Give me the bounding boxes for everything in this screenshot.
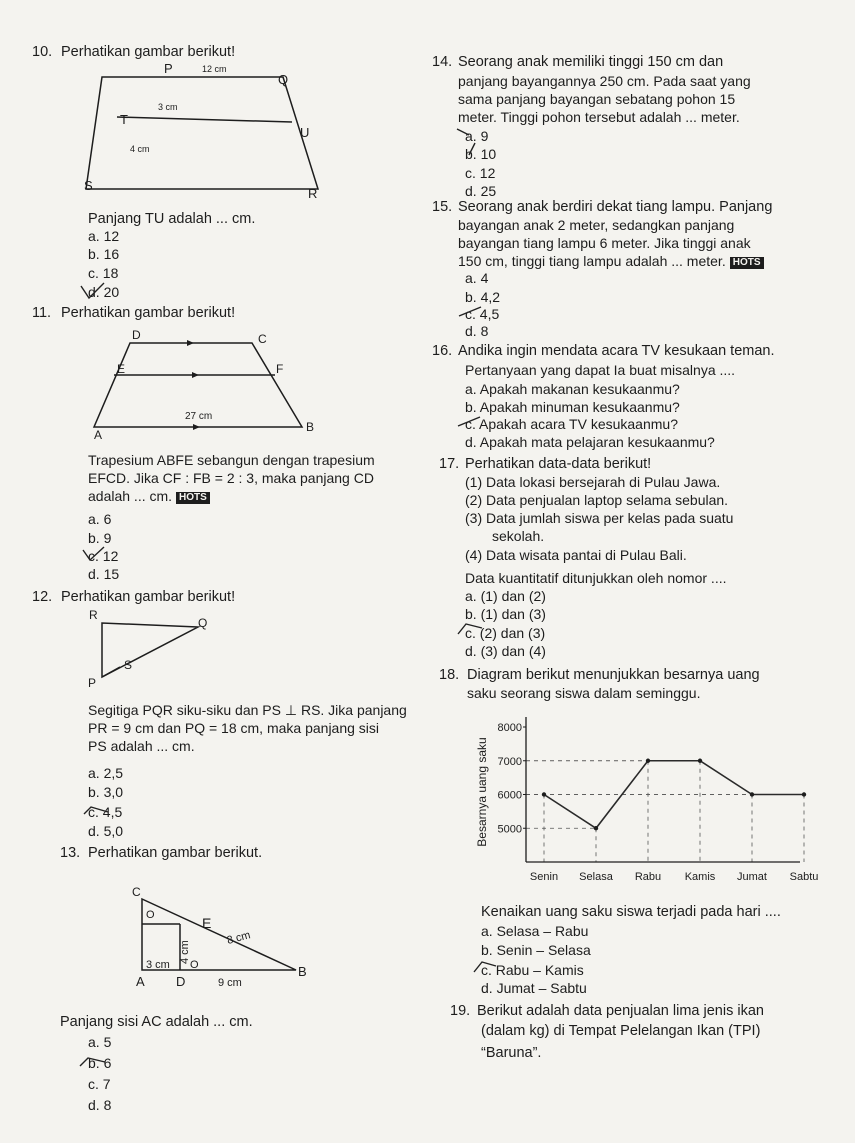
q13-label-A: A	[136, 974, 145, 989]
q17-option-d[interactable]: d. (3) dan (4)	[465, 643, 546, 659]
q14-option-d[interactable]: d. 25	[465, 183, 497, 199]
q11-label-A: A	[94, 428, 103, 442]
q11-label-E: E	[117, 362, 126, 376]
q14-line4: meter. Tinggi pohon tersebut adalah ... meter.	[458, 109, 740, 125]
q13-label-O2: O	[190, 959, 199, 971]
q11-text: Perhatikan gambar berikut!	[61, 305, 236, 321]
q10-option-b[interactable]: b. 16	[88, 246, 120, 262]
q19-line1: Berikut adalah data penjualan lima jenis ikan	[477, 1003, 764, 1019]
q12-option-a[interactable]: a. 2,5	[88, 765, 124, 781]
chart-ytick-label: 8000	[497, 722, 522, 734]
q10-label-P: P	[164, 61, 173, 76]
q13-triangle-figure	[128, 880, 318, 990]
q18-option-c[interactable]: c. Rabu – Kamis	[481, 962, 584, 978]
chart-xtick-label: Selasa	[579, 871, 613, 883]
q16-answer-mark	[455, 414, 485, 432]
q12-option-d[interactable]: d. 5,0	[88, 823, 124, 839]
q15-line1: Seorang anak berdiri dekat tiang lampu. Panjang	[458, 199, 773, 215]
q19-line3: “Baruna”.	[481, 1045, 542, 1061]
q13-label-O1: O	[146, 909, 155, 921]
q15-line2: bayangan anak 2 meter, sedangkan panjang	[458, 217, 735, 233]
q18-number: 18.	[439, 667, 460, 683]
chart-point	[594, 826, 598, 830]
q12-text: Perhatikan gambar berikut!	[61, 589, 236, 605]
q13-option-d[interactable]: d. 8	[88, 1097, 112, 1113]
q18-question: Kenaikan uang saku siswa terjadi pada hari ....	[481, 904, 781, 920]
q13-number: 13.	[60, 845, 81, 861]
q12-question-line1: Segitiga PQR siku-siku dan PS ⊥ RS. Jika panjang	[88, 702, 407, 718]
q11-label-ab: 27 cm	[185, 411, 213, 422]
q17-item-2: (2) Data penjualan laptop selama sebulan.	[465, 492, 729, 508]
q16-option-a[interactable]: a. Apakah makanan kesukaanmu?	[465, 381, 680, 397]
q18-answer-mark	[472, 958, 502, 978]
q11-answer-mark	[80, 544, 108, 566]
chart-ytick-label: 6000	[497, 789, 522, 802]
q10-label-R: R	[308, 186, 318, 201]
q14-line3: sama panjang bayangan sebatang pohon 15	[458, 91, 736, 107]
q16-line1: Andika ingin mendata acara TV kesukaan teman.	[458, 343, 775, 359]
q16-option-b[interactable]: b. Apakah minuman kesukaanmu?	[465, 399, 680, 415]
q12-option-b[interactable]: b. 3,0	[88, 784, 124, 800]
q11-option-b[interactable]: b. 9	[88, 530, 112, 546]
chart-point	[698, 759, 702, 763]
q13-label-B: B	[298, 964, 307, 979]
q10-label-U: U	[300, 125, 310, 140]
q11-option-a[interactable]: a. 6	[88, 511, 112, 527]
q19-line2: (dalam kg) di Tempat Pelelangan Ikan (TPI)	[481, 1023, 761, 1039]
q13-text: Perhatikan gambar berikut.	[88, 845, 263, 861]
q17-item-3: (3) Data jumlah siswa per kelas pada suatu	[465, 510, 734, 526]
q19-number: 19.	[450, 1003, 471, 1019]
q14-option-a[interactable]: a. 9	[465, 128, 489, 144]
q10-label-ts: 4 cm	[130, 144, 150, 154]
q17-answer-mark	[456, 620, 486, 638]
q10-label-Q: Q	[278, 72, 289, 87]
q14-line1: Seorang anak memiliki tinggi 150 cm dan	[458, 54, 724, 70]
q16-number: 16.	[432, 343, 453, 359]
q10-option-d[interactable]: d. 20	[88, 284, 120, 300]
q10-option-a[interactable]: a. 12	[88, 228, 120, 244]
chart-point	[646, 759, 650, 763]
q14-line2: panjang bayangannya 250 cm. Pada saat yang	[458, 73, 751, 89]
q18-line2: saku seorang siswa dalam seminggu.	[467, 685, 701, 701]
q10-trapezoid-figure	[80, 62, 340, 202]
q13-label-D: D	[176, 974, 186, 989]
q10-label-S: S	[84, 178, 93, 193]
q17-question: Data kuantitatif ditunjukkan oleh nomor ....	[465, 570, 727, 586]
q11-label-D: D	[132, 328, 141, 342]
q13-label-ad: 3 cm	[146, 959, 170, 971]
chart-ytick-label: 7000	[497, 755, 522, 768]
q18-option-a[interactable]: a. Selasa – Rabu	[481, 923, 589, 939]
q18-option-d[interactable]: d. Jumat – Sabtu	[481, 980, 587, 996]
q15-line4: 150 cm, tinggi tiang lampu adalah ... meter. HOTS	[458, 252, 764, 270]
chart-xtick-label: Rabu	[634, 871, 662, 883]
q11-hots-badge: HOTS	[176, 492, 210, 504]
q14-number: 14.	[432, 54, 453, 70]
q14-option-b[interactable]: b. 10	[465, 146, 497, 162]
q12-label-R: R	[89, 608, 98, 622]
chart-ylabel: Besarnya uang saku	[475, 737, 489, 847]
q12-answer-mark	[82, 802, 112, 822]
chart-xtick-label: Jumat	[737, 871, 767, 883]
q10-label-pt: 3 cm	[158, 102, 178, 112]
q17-number: 17.	[439, 456, 460, 472]
q13-label-C: C	[132, 885, 141, 899]
q13-option-a[interactable]: a. 5	[88, 1034, 112, 1050]
q18-line-chart	[470, 712, 819, 890]
q15-line3: bayangan tiang lampu 6 meter. Jika tinggi anak	[458, 235, 751, 251]
q12-label-Q: Q	[198, 616, 208, 630]
chart-xtick-label: Sabtu	[789, 871, 819, 883]
q15-option-c[interactable]: c. 4,5	[465, 306, 500, 322]
q17-intro: Perhatikan data-data berikut!	[465, 456, 652, 472]
q16-option-c[interactable]: c. Apakah acara TV kesukaanmu?	[465, 416, 678, 432]
q11-question-line3: adalah ... cm. HOTS	[88, 487, 210, 505]
q12-question-line3: PS adalah ... cm.	[88, 738, 195, 754]
q12-option-c[interactable]: c. 4,5	[88, 804, 123, 820]
q13-option-c[interactable]: c. 7	[88, 1076, 111, 1092]
q13-answer-mark	[78, 1052, 108, 1074]
q16-line2: Pertanyaan yang dapat Ia buat misalnya ....	[465, 362, 736, 378]
q17-option-a[interactable]: a. (1) dan (2)	[465, 588, 546, 604]
q10-answer-mark	[78, 280, 108, 302]
chart-point	[542, 792, 546, 796]
q14-answer-mark	[455, 125, 483, 165]
q13-label-ao: 4 cm	[179, 940, 191, 964]
q11-question-line2: EFCD. Jika CF : FB = 2 : 3, maka panjang CD	[88, 470, 374, 486]
q11-option-d[interactable]: d. 15	[88, 566, 120, 582]
q12-question-line2: PR = 9 cm dan PQ = 18 cm, maka panjang sisi	[88, 720, 380, 736]
q17-option-c[interactable]: c. (2) dan (3)	[465, 625, 546, 641]
q12-triangle-figure	[86, 605, 236, 695]
q12-label-S: S	[124, 658, 133, 672]
q17-item-3-cont: sekolah.	[492, 528, 545, 544]
q10-text: Perhatikan gambar berikut!	[61, 44, 236, 60]
q17-item-1: (1) Data lokasi bersejarah di Pulau Jawa.	[465, 474, 721, 490]
chart-ytick-label: 5000	[497, 823, 522, 836]
q13-label-db: 9 cm	[218, 977, 242, 989]
q11-number: 11.	[32, 305, 52, 321]
q14-option-c[interactable]: c. 12	[465, 165, 496, 181]
q11-label-F: F	[276, 362, 284, 376]
q15-hots-badge: HOTS	[730, 257, 764, 269]
q15-answer-mark	[456, 304, 486, 322]
q13-option-b[interactable]: b. 6	[88, 1055, 112, 1071]
q10-option-c[interactable]: c. 18	[88, 265, 119, 281]
q12-number: 12.	[32, 589, 53, 605]
chart-xtick-label: Kamis	[684, 871, 716, 883]
q17-option-b[interactable]: b. (1) dan (3)	[465, 606, 546, 622]
q15-option-d[interactable]: d. 8	[465, 323, 489, 339]
q13-question: Panjang sisi AC adalah ... cm.	[60, 1014, 253, 1030]
q15-option-b[interactable]: b. 4,2	[465, 289, 501, 305]
q18-option-b[interactable]: b. Senin – Selasa	[481, 942, 591, 958]
q10-label-T: T	[120, 112, 128, 127]
q16-option-d[interactable]: d. Apakah mata pelajaran kesukaanmu?	[465, 434, 715, 450]
chart-point	[802, 792, 806, 796]
q11-label-C: C	[258, 332, 267, 346]
q10-number: 10.	[32, 44, 53, 60]
q11-question-line1: Trapesium ABFE sebangun dengan trapesium	[88, 452, 375, 468]
q18-line1: Diagram berikut menunjukkan besarnya uang	[467, 667, 760, 683]
q13-label-ce: 8 cm	[225, 929, 252, 947]
q10-label-pq: 12 cm	[202, 64, 227, 74]
q15-option-a[interactable]: a. 4	[465, 270, 489, 286]
q11-label-B: B	[306, 420, 315, 434]
q10-question: Panjang TU adalah ... cm.	[88, 211, 256, 227]
q15-number: 15.	[432, 199, 453, 215]
chart-point	[750, 792, 754, 796]
q13-label-E: E	[202, 915, 212, 931]
q17-item-4: (4) Data wisata pantai di Pulau Bali.	[465, 547, 687, 563]
q11-option-c[interactable]: c. 12	[88, 548, 119, 564]
chart-xtick-label: Senin	[529, 871, 559, 883]
q12-label-P: P	[88, 676, 97, 690]
q11-trapezoid-figure	[90, 325, 330, 445]
